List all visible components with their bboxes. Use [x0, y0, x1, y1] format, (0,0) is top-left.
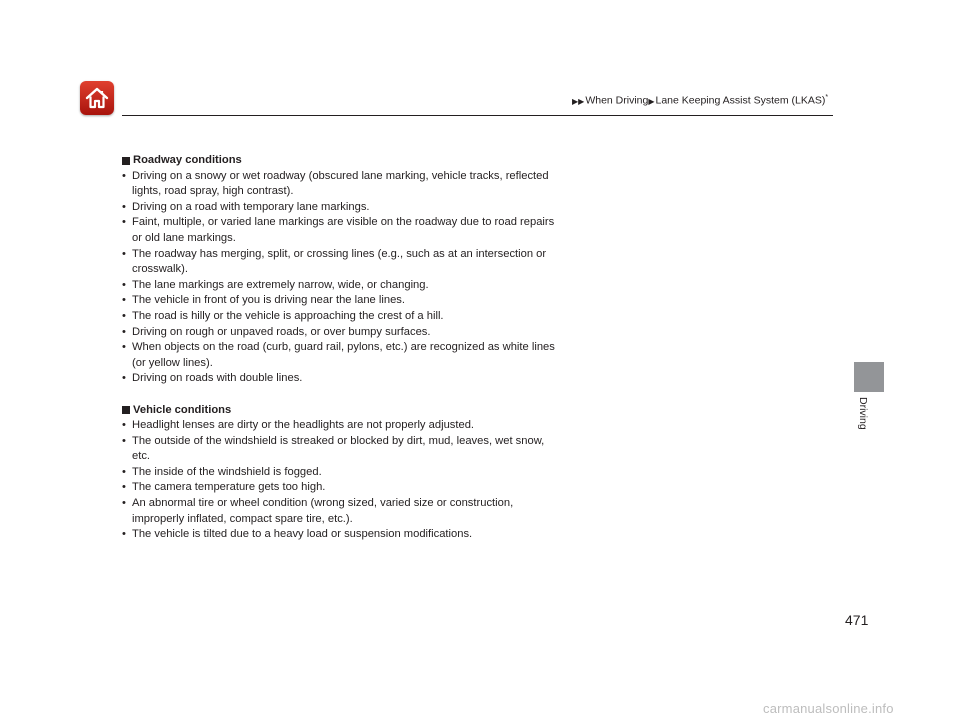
section-heading	[122, 153, 562, 169]
list-item: • The camera temperature gets too high.	[122, 480, 562, 496]
section-heading-text: Roadway conditions	[133, 154, 242, 166]
list-item: • The road is hilly or the vehicle is approaching the crest of a hill.	[122, 309, 562, 325]
list-item: • Driving on rough or unpaved roads, or over bumpy surfaces.	[122, 325, 562, 341]
list-item: • Headlight lenses are dirty or the headlights are not properly adjusted.	[122, 418, 562, 434]
breadcrumb-arrow-icon: ▶▶	[572, 96, 585, 106]
section-heading-text: Vehicle conditions	[133, 403, 232, 416]
bullet-list	[122, 169, 562, 387]
list-item: • Faint, multiple, or varied lane markings are visible on the roadway due to road repairs or old lane markings.	[122, 215, 562, 246]
square-icon	[122, 157, 130, 165]
side-tab-label: Driving	[857, 397, 869, 430]
header-rule	[122, 115, 833, 116]
list-item: • Driving on roads with double lines.	[122, 371, 562, 387]
watermark: carmanualsonline.info	[763, 701, 894, 716]
list-item: • An abnormal tire or wheel condition (wrong sized, varied size or construction, improperly inflated, compact spare tire, etc.).	[122, 496, 562, 527]
list-item: • Driving on a road with temporary lane markings.	[122, 200, 562, 216]
house-icon	[83, 84, 111, 112]
list-item: • The outside of the windshield is streaked or blocked by dirt, mud, leaves, wet snow, etc.	[122, 434, 562, 465]
list-item: • Driving on a snowy or wet roadway (obscured lane marking, vehicle tracks, reflected lights, road spray, high contrast).	[122, 169, 562, 200]
bullet-list	[122, 418, 562, 543]
list-item: • The lane markings are extremely narrow, wide, or changing.	[122, 278, 562, 294]
section-vehicle-conditions	[122, 403, 562, 543]
breadcrumb	[572, 94, 828, 107]
main-content	[122, 153, 562, 558]
side-tab[interactable]	[854, 362, 884, 392]
page-number: 471	[845, 612, 869, 628]
list-item: • The vehicle in front of you is driving near the lane lines.	[122, 293, 562, 309]
list-item: • The vehicle is tilted due to a heavy load or suspension modifications.	[122, 527, 562, 543]
square-icon	[122, 406, 130, 414]
breadcrumb-part-1[interactable]: When Driving	[585, 94, 649, 107]
list-item: • The inside of the windshield is fogged.	[122, 465, 562, 481]
list-item: • The roadway has merging, split, or crossing lines (e.g., such as at an intersection or crosswalk).	[122, 247, 562, 278]
breadcrumb-asterisk: *	[825, 94, 829, 101]
list-item: • When objects on the road (curb, guard rail, pylons, etc.) are recognized as white lines (or yellow lines).	[122, 340, 562, 371]
breadcrumb-part-2[interactable]: Lane Keeping Assist System (LKAS)	[655, 94, 826, 107]
breadcrumb-arrow-icon: ▶	[648, 96, 655, 106]
section-heading	[122, 403, 562, 419]
side-tab-label-container	[854, 397, 884, 437]
section-roadway-conditions	[122, 153, 562, 387]
home-button[interactable]	[80, 81, 114, 115]
